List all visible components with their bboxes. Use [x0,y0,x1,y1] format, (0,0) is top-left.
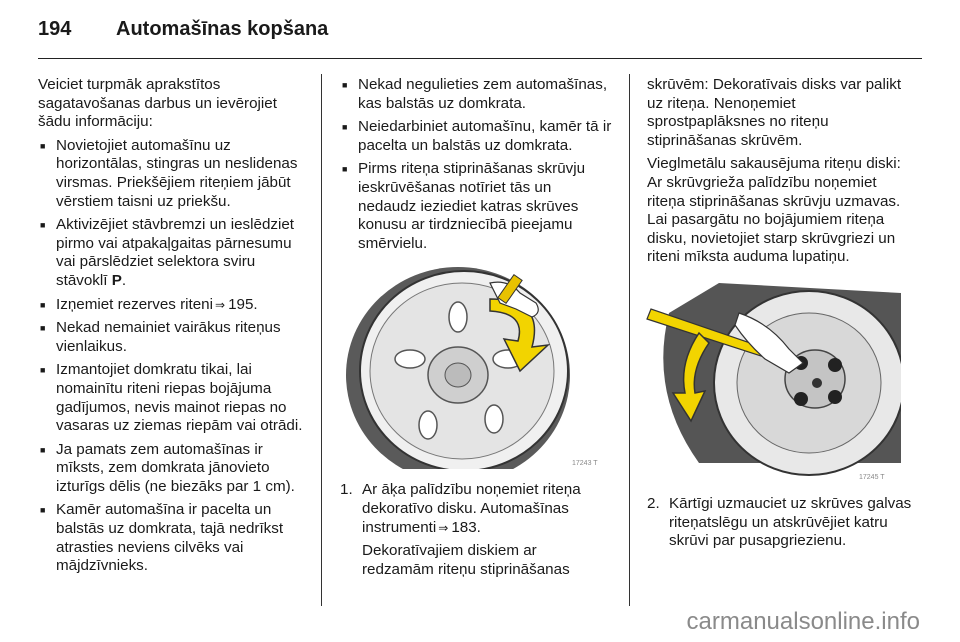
bullet-list [38,137,306,576]
page-reference[interactable]: ⇒ 195. [213,296,258,313]
figure-wheel-wrench [639,273,901,483]
gear-position-p: P [111,271,122,289]
wheel-wrench-illustration [639,273,901,483]
step-subtext: Dekoratīvajiem diskiem ar redzamām riteņu stiprināšanas [362,542,570,578]
figure-code: 17245 T [859,473,885,481]
step-text [362,481,612,537]
wheel-cover-illustration [340,259,602,469]
list-item: ■ Novietojiet automašīnu uz horizontālas, stingras un neslidenas virsmas. Priekšējiem riteņiem jābūt vērstiem taisni uz priekšu. [38,137,306,211]
list-item [38,216,306,290]
figure-code: 17243 T [572,460,598,468]
page-reference[interactable]: ⇒ 183. [436,519,481,536]
figure-wheel-cover-removal [340,259,602,469]
watermark: carmanualsonline.info [686,608,920,635]
paragraph: skrūvēm: Dekoratīvais disks var palikt uz riteņa. Nenoņemiet sprostpaplāksnes no riteņu stiprināšanas skrūvēm. [647,76,902,149]
step-1 [340,481,612,579]
bullet-list [340,76,612,253]
paragraph: Vieglmetālu sakausējuma riteņu diski: Ar skrūvgrieža palīdzību noņemiet riteņa stiprināšanas skrūvju uzmavas. Lai pasargātu no bojājumiem riteņa disku, novietojiet starp skrūvgriezi un riteni mīksta auduma lupatiņu. [647,155,901,266]
column-2 [340,76,612,584]
list-item: ■ Nekad negulieties zem automašīnas, kas balstās uz domkrata. [340,76,612,113]
list-item: ■ Kamēr automašīna ir pacelta un balstās uz domkrata, tajā nedrīkst atrasties neviens cilvēks vai mājdzīvnieks. [38,501,306,575]
column-3 [647,76,915,556]
list-item-text: Aktivizējiet stāvbremzi un ieslēdziet pirmo vai atpakaļgaitas pārnesumu vai pārslēdziet selektora sviru stāvoklī [56,216,295,289]
list-item: ■ Pirms riteņa stiprināšanas skrūvju ieskrūvēšanas notīriet tās un nedaudz ieziediet katras skrūves konusu ar tirdzniecībā pieejamu smērvielu. [340,160,612,253]
list-item: ■ Ja pamats zem automašīnas ir mīksts, zem domkrata jānovieto izturīgs dēlis (ne biezāks par 1 cm). [38,441,306,497]
list-item-end: . [121,271,127,289]
intro-paragraph: Veiciet turpmāk aprakstītos sagatavošanas darbus un ievērojiet šādu informāciju: [38,76,277,131]
column-divider [321,74,322,606]
step-number: 1. [340,481,353,499]
column-divider [629,74,630,606]
list-item: ■ Nekad nemainiet vairākus riteņus vienlaikus. [38,319,306,356]
step-text: Kārtīgi uzmauciet uz skrūves galvas riteņatslēgu un atskrūvējiet katru skrūvi par pusapgriezienu. [669,494,912,550]
step-2 [647,495,915,551]
page-number: 194 [38,18,72,40]
column-1 [38,76,306,581]
step-number: 2. [647,494,660,512]
list-item-text: Izņemiet rezerves riteni [56,295,213,313]
step-text-body: Ar āķa palīdzību noņemiet riteņa dekoratīvo disku. Automašīnas instrumenti [362,481,581,536]
page-title: Automašīnas kopšana [116,18,329,40]
list-item: ■ Izmantojiet domkratu tikai, lai nomainītu riteni riepas bojājuma gadījumos, nevis mainot riepas no vasaras uz ziemas riepām vai otrādi. [38,361,306,435]
header-rule [38,58,922,59]
page-header [38,18,328,41]
list-item: ■ Neiedarbiniet automašīnu, kamēr tā ir pacelta un balstās uz domkrata. [340,118,612,155]
list-item [38,296,306,315]
